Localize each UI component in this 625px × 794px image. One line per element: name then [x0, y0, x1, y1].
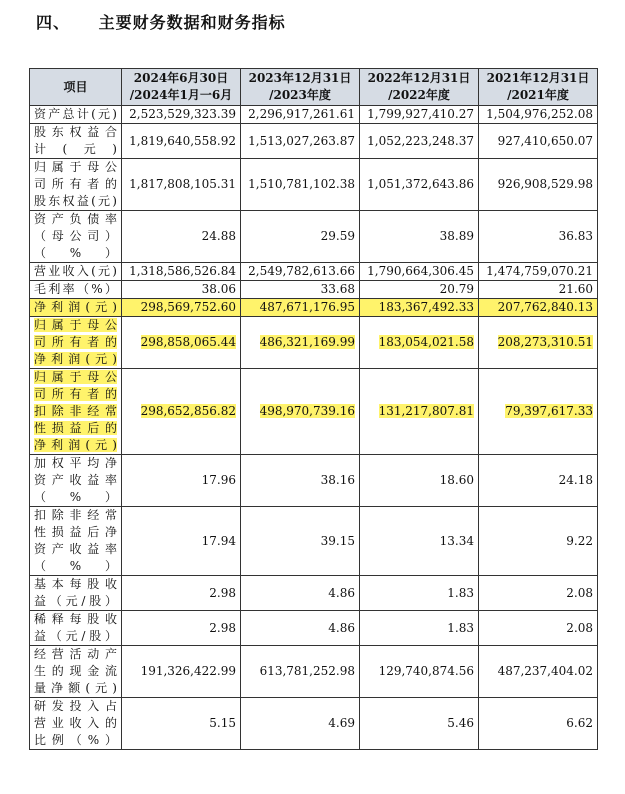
section-number: 四、 [36, 13, 71, 32]
table-row [30, 698, 598, 750]
row-value-text: 191,326,422.99 [140, 664, 236, 678]
row-value-text: 131,217,807.81 [378, 404, 474, 418]
row-value-text: 9.22 [566, 533, 593, 548]
row-label [30, 124, 122, 159]
row-label-line: （%） [34, 246, 117, 260]
row-value-text: 79,397,617.33 [505, 404, 593, 418]
table-row [30, 611, 598, 646]
row-value [360, 263, 479, 281]
table-row [30, 455, 598, 507]
table-row [30, 159, 598, 211]
row-value [360, 698, 479, 750]
row-value-text: 2,549,782,613.66 [248, 264, 355, 278]
row-label-line: 经营活动产 [34, 647, 117, 661]
row-value [479, 646, 598, 698]
row-value [122, 369, 241, 455]
row-value-text: 207,762,840.13 [497, 300, 593, 314]
row-value [241, 507, 360, 576]
row-value [360, 611, 479, 646]
row-label-line: 性损益后的 [34, 421, 117, 435]
row-value [479, 369, 598, 455]
row-label-line: 净利润(元) [34, 300, 117, 314]
row-value [479, 317, 598, 369]
row-value-text: 298,652,856.82 [140, 404, 236, 418]
header-col-3-line1: 2021年12月31日 [486, 71, 590, 85]
row-value [122, 317, 241, 369]
row-value [241, 369, 360, 455]
row-value [241, 299, 360, 317]
header-col-1 [241, 69, 360, 106]
row-label-line: 生的现金流 [34, 664, 117, 678]
row-label-line: 益（元/股） [34, 629, 117, 643]
row-value-text: 24.18 [558, 473, 593, 487]
row-value-text: 38.89 [439, 229, 474, 243]
row-value-text: 487,237,404.02 [497, 664, 593, 678]
row-value [479, 211, 598, 263]
row-label-line: 股东权益(元) [34, 194, 117, 208]
row-value-text: 2.08 [566, 585, 593, 600]
header-col-0-line1: 2024年6月30日 [133, 71, 229, 85]
row-label-line: 稀释每股收 [34, 612, 117, 626]
row-label-line: 计(元) [34, 142, 117, 156]
row-label [30, 507, 122, 576]
row-value-text: 4.86 [328, 585, 355, 600]
row-value-text: 2,296,917,261.61 [248, 107, 355, 121]
header-col-2 [360, 69, 479, 106]
row-value-text: 486,321,169.99 [259, 335, 355, 349]
row-label-line: 资产负债率 [34, 212, 117, 226]
row-label-line: 营业收入(元) [34, 264, 117, 278]
row-label-line: 基本每股收 [34, 577, 117, 591]
row-value [360, 507, 479, 576]
row-value [479, 507, 598, 576]
row-label [30, 646, 122, 698]
row-value [479, 576, 598, 611]
row-value-text: 183,367,492.33 [378, 300, 474, 314]
row-value-text: 29.59 [320, 229, 355, 243]
row-value [122, 455, 241, 507]
row-value-text: 5.46 [447, 716, 474, 730]
row-value [122, 281, 241, 299]
row-value-text: 38.16 [320, 473, 355, 487]
row-value [241, 263, 360, 281]
row-value-text: 2,523,529,323.39 [129, 107, 236, 121]
row-label-line: 资产收益率 [34, 542, 117, 556]
row-label-line: 归属于母公 [34, 318, 117, 332]
row-label-line: 扣除非经常 [34, 404, 117, 418]
row-label [30, 611, 122, 646]
header-col-1-line2: /2023年度 [269, 88, 331, 102]
row-label [30, 211, 122, 263]
header-col-2-line1: 2022年12月31日 [367, 71, 471, 85]
row-label-line: 归属于母公 [34, 370, 117, 384]
row-value [479, 124, 598, 159]
row-value [360, 211, 479, 263]
header-corner: 项目 [30, 69, 122, 106]
row-value-text: 298,858,065.44 [140, 335, 236, 349]
table-row [30, 576, 598, 611]
row-value-text: 1,799,927,410.27 [367, 107, 474, 121]
row-label-line: 研发投入占 [34, 699, 117, 713]
header-col-2-line2: /2022年度 [388, 88, 450, 102]
header-col-0-line2: /2024年1月一6月 [129, 88, 233, 102]
row-value [241, 281, 360, 299]
table-row [30, 507, 598, 576]
row-value [479, 611, 598, 646]
row-label-line: 司所有者的 [34, 335, 117, 349]
table-row [30, 369, 598, 455]
row-label-line: 加权平均净 [34, 456, 117, 470]
row-label-line: 司所有者的 [34, 177, 117, 191]
row-value-text: 183,054,021.58 [378, 335, 474, 349]
row-value-text: 17.94 [201, 533, 236, 548]
row-value [479, 281, 598, 299]
row-value-text: 1,510,781,102.38 [248, 177, 355, 191]
row-value [360, 281, 479, 299]
row-label-line: 净利润(元) [34, 438, 117, 452]
row-value [360, 576, 479, 611]
row-value-text: 2.98 [209, 620, 236, 635]
row-value [241, 159, 360, 211]
table-row [30, 263, 598, 281]
row-value [479, 106, 598, 124]
row-value [122, 576, 241, 611]
row-label-line: 净利润(元) [34, 352, 117, 366]
row-value [241, 124, 360, 159]
table-row [30, 124, 598, 159]
row-value [479, 299, 598, 317]
row-label-line: 比例（%） [34, 733, 117, 747]
row-value [241, 698, 360, 750]
row-label [30, 281, 122, 299]
row-value-text: 487,671,176.95 [259, 300, 355, 314]
row-value-text: 208,273,310.51 [497, 335, 593, 349]
row-value-text: 39.15 [320, 533, 355, 548]
row-value [360, 317, 479, 369]
row-value [122, 299, 241, 317]
table-row [30, 106, 598, 124]
row-value [479, 263, 598, 281]
row-value-text: 6.62 [566, 716, 593, 730]
row-label-line: 司所有者的 [34, 387, 117, 401]
row-value-text: 129,740,874.56 [378, 664, 474, 678]
row-value-text: 1,817,808,105.31 [129, 177, 236, 191]
row-label-line: 毛利率（%） [34, 282, 117, 296]
header-col-0 [122, 69, 241, 106]
row-value [360, 369, 479, 455]
financial-data-table [29, 68, 598, 750]
row-value-text: 926,908,529.98 [497, 177, 593, 191]
section-title: 主要财务数据和财务指标 [98, 13, 286, 32]
table-row [30, 299, 598, 317]
row-value [122, 211, 241, 263]
row-label [30, 698, 122, 750]
row-value-text: 4.69 [328, 716, 355, 730]
table-row [30, 281, 598, 299]
header-col-3 [479, 69, 598, 106]
row-value [122, 507, 241, 576]
row-value [122, 263, 241, 281]
row-label-line: 扣除非经常 [34, 508, 117, 522]
row-value [479, 698, 598, 750]
row-value [360, 124, 479, 159]
row-label-line: 资产收益率 [34, 473, 117, 487]
row-label-line: 性损益后净 [34, 525, 117, 539]
row-label-line: 营业收入的 [34, 716, 117, 730]
row-value [360, 646, 479, 698]
section-heading [36, 10, 286, 33]
row-value-text: 4.86 [328, 620, 355, 635]
row-value-text: 927,410,650.07 [497, 133, 593, 148]
row-label [30, 576, 122, 611]
row-value-text: 5.15 [209, 716, 236, 730]
row-label-line: 股东权益合 [34, 125, 117, 139]
row-label [30, 106, 122, 124]
row-value [360, 299, 479, 317]
row-value-text: 20.79 [439, 282, 474, 296]
row-value-text: 498,970,739.16 [259, 404, 355, 418]
row-value-text: 36.83 [558, 229, 593, 243]
row-label-line: （%） [34, 490, 117, 504]
header-col-3-line2: /2021年度 [507, 88, 569, 102]
row-value-text: 1,051,372,643.86 [367, 177, 474, 191]
row-value-text: 1,318,586,526.84 [129, 264, 236, 278]
row-value [360, 159, 479, 211]
row-value-text: 298,569,752.60 [140, 300, 236, 314]
row-label-line: （%） [34, 559, 117, 573]
header-col-1-line1: 2023年12月31日 [248, 71, 352, 85]
row-value [479, 159, 598, 211]
row-value-text: 38.06 [201, 282, 236, 296]
row-label [30, 455, 122, 507]
row-value [360, 106, 479, 124]
row-value-text: 1,790,664,306.45 [367, 264, 474, 278]
row-value-text: 17.96 [201, 473, 236, 487]
row-value-text: 13.34 [439, 533, 474, 548]
row-label [30, 263, 122, 281]
row-label-line: 归属于母公 [34, 160, 117, 174]
row-value-text: 1.83 [447, 620, 474, 635]
row-label-line: 资产总计(元) [34, 107, 117, 121]
row-value-text: 21.60 [558, 282, 593, 296]
row-value-text: 1.83 [447, 585, 474, 600]
table-row [30, 317, 598, 369]
row-value [122, 124, 241, 159]
row-value [360, 455, 479, 507]
row-value-text: 1,819,640,558.92 [129, 133, 236, 148]
row-label-line: 量净额(元) [34, 681, 117, 695]
row-label-line: 益（元/股） [34, 594, 117, 608]
table-row [30, 211, 598, 263]
row-value-text: 2.98 [209, 585, 236, 600]
row-value [122, 611, 241, 646]
row-value-text: 1,474,759,070.21 [486, 264, 593, 278]
row-label-line: （母公司） [34, 229, 117, 243]
row-value [122, 646, 241, 698]
row-value [241, 576, 360, 611]
row-value [241, 211, 360, 263]
row-value [241, 106, 360, 124]
row-value-text: 1,513,027,263.87 [248, 133, 355, 148]
row-value-text: 1,052,223,248.37 [367, 133, 474, 148]
table-header-row [30, 69, 598, 106]
row-label [30, 299, 122, 317]
row-label [30, 159, 122, 211]
row-value-text: 24.88 [201, 229, 236, 243]
row-label [30, 317, 122, 369]
row-value [241, 455, 360, 507]
row-value [122, 698, 241, 750]
row-value-text: 613,781,252.98 [259, 664, 355, 678]
row-value [241, 646, 360, 698]
row-value [241, 611, 360, 646]
row-label [30, 369, 122, 455]
table-row [30, 646, 598, 698]
row-value-text: 33.68 [320, 282, 355, 296]
row-value-text: 1,504,976,252.08 [486, 107, 593, 121]
row-value-text: 18.60 [439, 473, 474, 487]
row-value-text: 2.08 [566, 620, 593, 635]
row-value [122, 159, 241, 211]
row-value [241, 317, 360, 369]
row-value [122, 106, 241, 124]
row-value [479, 455, 598, 507]
